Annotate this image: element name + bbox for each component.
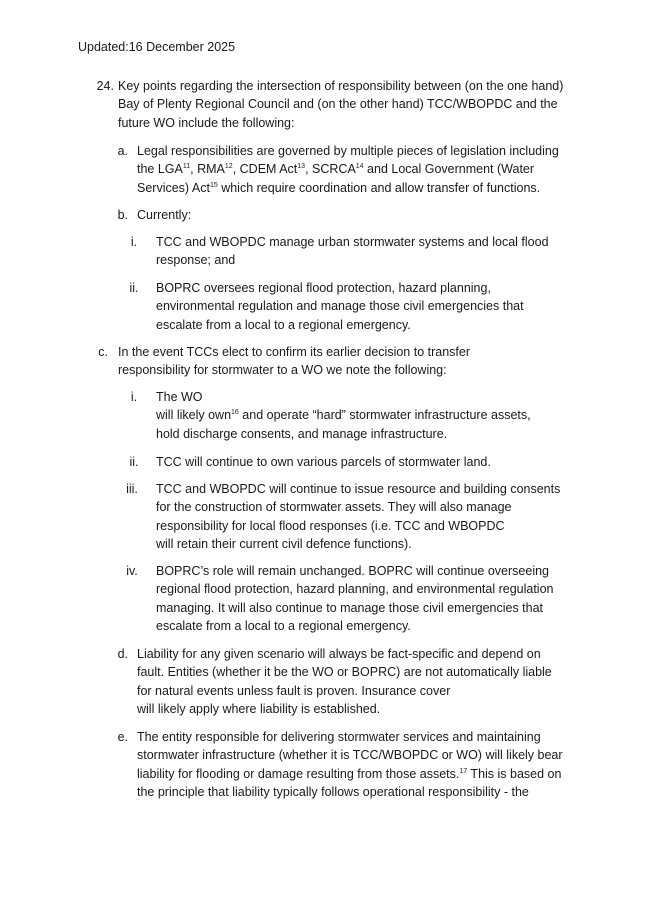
item-b: Currently: bbox=[137, 208, 192, 222]
subitem-c-i: The WO will likely own$^{16}$ and operate “hard” stormwater infrastructure assets, hold discharge consents, and manage infrastructure. bbox=[156, 390, 531, 441]
footnote-ref[interactable]: 15 bbox=[209, 181, 218, 189]
item-line: Services) Act$^{15}$ which require coordination and allow transfer of functions. bbox=[137, 180, 541, 195]
item-label-a: a. bbox=[117, 144, 128, 158]
subitem-label: ii. bbox=[129, 455, 139, 469]
footnote-ref[interactable]: 13 bbox=[297, 163, 306, 171]
footnote-ref[interactable]: 17 bbox=[459, 767, 468, 775]
item-label-e: e. bbox=[117, 730, 128, 744]
subitem-c-iii: TCC and WBOPDC will continue to issue resource and building consents for the construction of stormwater assets. They will also manage responsibility for local flood responses (i.e. TCC and WBOPDC will retain their current civil defence functions). bbox=[156, 482, 561, 552]
item-line: the LGA$^{11}$, RMA$^{12}$, CDEM Act$^{13}$, SCRCA$^{14}$ and Local Government (Water bbox=[137, 162, 535, 177]
subitem-c-iv: BOPRC’s role will remain unchanged. BOPRC will continue overseeing regional flood protection, hazard planning, and environmental regulation managing. It will also continue to manage those civil emergencies that escalate from a local to a regional emergency. bbox=[156, 564, 554, 634]
paragraph-line: Bay of Plenty Regional Council and (on the other hand) TCC/WBOPDC and the bbox=[118, 97, 558, 112]
subitem-b-i: TCC and WBOPDC manage urban stormwater systems and local flood response; and bbox=[156, 235, 549, 268]
footnote-ref[interactable]: 16 bbox=[231, 409, 239, 417]
paragraph-24 bbox=[118, 77, 563, 132]
item-label-d: d. bbox=[117, 647, 128, 661]
item-e: The entity responsible for delivering stormwater services and maintaining stormwater infrastructure (whether it is TCC/WBOPDC or WO) will likely bear liability for flooding or damage resulting from those assets.$^{17}$ This is based on the principle that liability typically follows operational responsibility - the bbox=[137, 730, 563, 800]
item-label-c: c. bbox=[98, 345, 108, 359]
updated-date: Updated:16 December 2025 bbox=[78, 40, 236, 54]
subitem-b-ii: BOPRC oversees regional flood protection, hazard planning, environmental regulation and manage those civil emergencies that escalate from a local to a regional emergency. bbox=[156, 281, 524, 332]
footnote-ref[interactable]: 12 bbox=[224, 163, 233, 171]
item-a bbox=[137, 142, 559, 197]
paragraph-line: Key points regarding the intersection of responsibility between (on the one hand) bbox=[118, 79, 564, 93]
item-label-b: b. bbox=[117, 208, 128, 222]
subitem-label: iv. bbox=[126, 564, 138, 578]
footnote-ref[interactable]: 11 bbox=[182, 163, 191, 171]
subitem-label: ii. bbox=[129, 281, 139, 295]
subitem-label: i. bbox=[130, 235, 138, 249]
item-d: Liability for any given scenario will always be fact-specific and depend on fault. Entities (whether it be the WO or BOPRC) are not automatically liable for natural events unless fault is proven. Insurance cover will likely apply where liability is established. bbox=[137, 647, 552, 717]
footnote-ref[interactable]: 14 bbox=[355, 163, 364, 171]
subitem-label: i. bbox=[130, 390, 138, 404]
item-c: In the event TCCs elect to confirm its earlier decision to transfer responsibility for stormwater to a WO we note the following: bbox=[118, 345, 471, 378]
item-line: Legal responsibilities are governed by multiple pieces of legislation including bbox=[137, 144, 559, 158]
subitem-c-ii: TCC will continue to own various parcels of stormwater land. bbox=[156, 455, 491, 469]
subitem-label: iii. bbox=[126, 482, 138, 496]
paragraph-number: 24. bbox=[96, 79, 114, 93]
paragraph-line: future WO include the following: bbox=[118, 115, 295, 130]
